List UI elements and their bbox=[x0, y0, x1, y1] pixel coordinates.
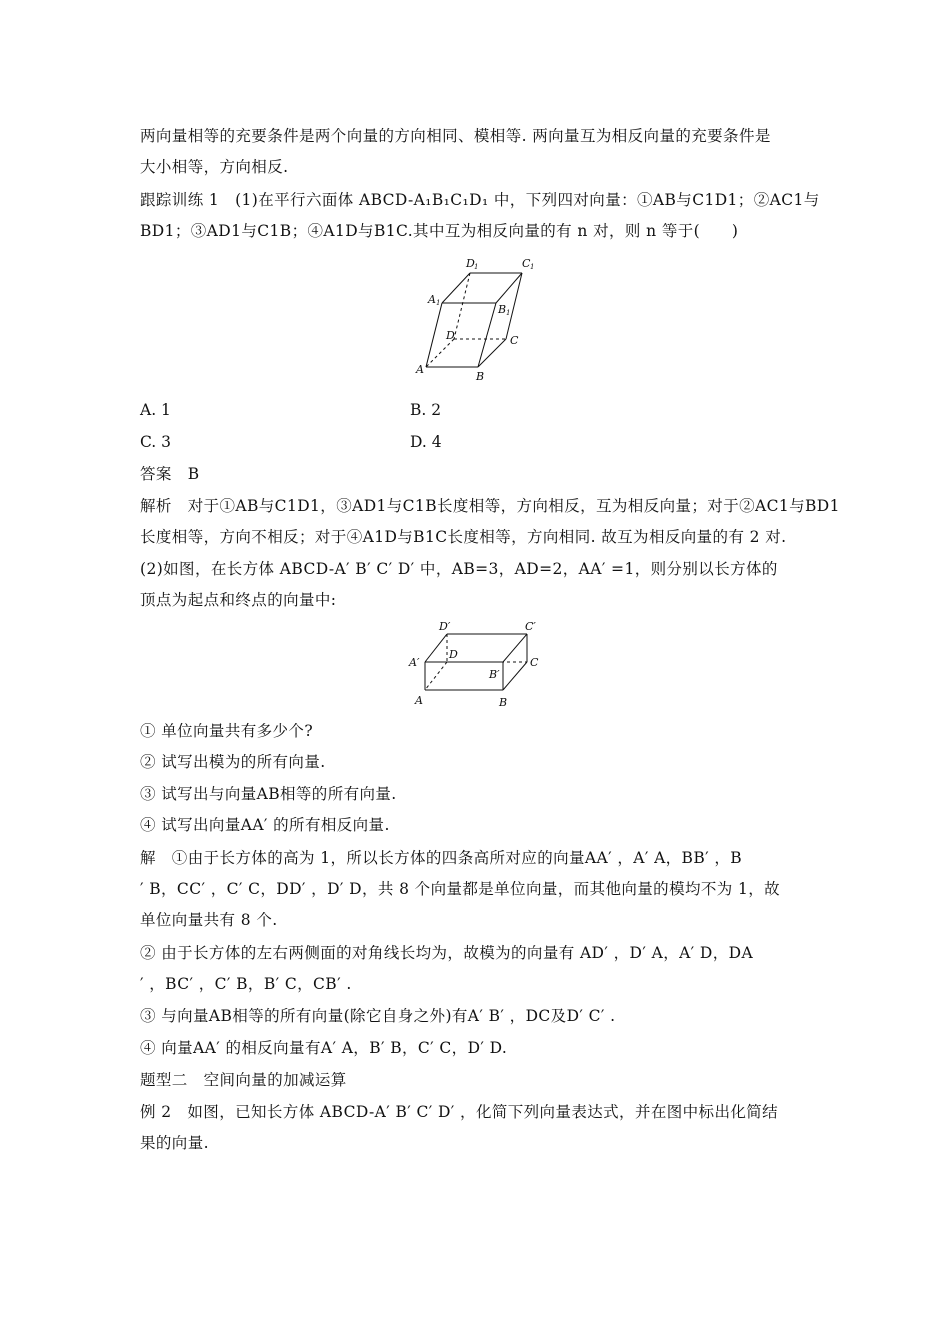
option-b: B. 2 bbox=[410, 401, 442, 419]
label-d: D bbox=[449, 648, 458, 661]
analysis-line: 长度相等，方向不相反；对于④A1D与B1C长度相等，方向相同. 故互为相反向量的有 2 对. bbox=[140, 528, 787, 546]
exercise-line: BD1；③AD1与C1B；④A1D与B1C.其中互为相反向量的有 n 对，则 n 等于( ) bbox=[140, 222, 739, 240]
label-b: B bbox=[476, 370, 485, 383]
label-b: B bbox=[499, 696, 508, 709]
solution-line: 解 ①由于长方体的高为 1，所以长方体的四条高所对应的向量AA′ ，A′ A，BB′ ，B bbox=[140, 849, 743, 867]
label-dp: D′ bbox=[439, 620, 451, 633]
label-a: A bbox=[416, 363, 424, 376]
problem-line: (2)如图，在长方体 ABCD-A′ B′ C′ D′ 中，AB=3，AD=2，AA′ =1，则分别以长方体的 bbox=[140, 560, 778, 578]
exercise-line: 跟踪训练 1 (1)在平行六面体 ABCD-A₁B₁C₁D₁ 中，下列四对向量：①AB与C1D1；②AC1与 bbox=[140, 191, 820, 209]
solution-line: ′ B，CC′ ，C′ C，DD′ ，D′ D，共 8 个向量都是单位向量，而其他向量的模均不为 1，故 bbox=[140, 880, 781, 898]
question-line: ① 单位向量共有多少个? bbox=[140, 722, 314, 740]
solution-line: ② 由于长方体的左右两侧面的对角线长均为，故模为的向量有 AD′ ，D′ A，A′ D，DA bbox=[140, 944, 754, 962]
label-c: C bbox=[530, 656, 539, 669]
problem-line: 顶点为起点和终点的向量中: bbox=[140, 591, 337, 609]
example-line: 例 2 如图，已知长方体 ABCD-A′ B′ C′ D′ ，化简下列向量表达式，并在图中标出化简结 bbox=[140, 1103, 779, 1121]
option-c: C. 3 bbox=[140, 433, 172, 451]
label-b1: B bbox=[498, 303, 507, 316]
solution-line: ④ 向量AA′ 的相反向量有A′ A，B′ B，C′ C，D′ D. bbox=[140, 1039, 508, 1057]
label-d1: D bbox=[466, 257, 475, 270]
solution-line: ③ 与向量AB相等的所有向量(除它自身之外)有A′ B′ ，DC及D′ C′ . bbox=[140, 1007, 616, 1025]
cuboid-figure bbox=[405, 618, 555, 710]
question-line: ③ 试写出与向量AB相等的所有向量. bbox=[140, 785, 397, 803]
analysis-line: 解析 对于①AB与C1D1，③AD1与C1B长度相等，方向相反，互为相反向量；对于②AC1与BD1 bbox=[140, 497, 840, 515]
label-sub: 1 bbox=[506, 309, 511, 317]
label-c: C bbox=[510, 334, 519, 347]
question-line: ④ 试写出向量AA′ 的所有相反向量. bbox=[140, 816, 390, 834]
label-cp: C′ bbox=[525, 620, 536, 633]
parallelepiped-figure bbox=[410, 255, 550, 385]
solution-line: 单位向量共有 8 个. bbox=[140, 911, 278, 929]
label-sub: 1 bbox=[530, 263, 535, 271]
option-a: A. 1 bbox=[140, 401, 171, 419]
example-line: 果的向量. bbox=[140, 1134, 209, 1152]
label-a: A bbox=[415, 694, 423, 707]
label-bp: B′ bbox=[489, 668, 500, 681]
option-d: D. 4 bbox=[410, 433, 442, 451]
question-line: ② 试写出模为的所有向量. bbox=[140, 753, 326, 771]
label-a1: A bbox=[428, 293, 436, 306]
answer-line: 答案 B bbox=[140, 465, 200, 483]
label-ap: A′ bbox=[409, 656, 420, 669]
section-title: 题型二 空间向量的加减运算 bbox=[140, 1071, 347, 1089]
text-line: 大小相等，方向相反. bbox=[140, 158, 289, 176]
solution-line: ′ ，BC′ ，C′ B，B′ C，CB′ . bbox=[140, 975, 352, 993]
label-sub: 1 bbox=[474, 263, 479, 271]
text-line: 两向量相等的充要条件是两个向量的方向相同、模相等. 两向量互为相反向量的充要条件是 bbox=[140, 127, 771, 145]
label-d: D bbox=[446, 329, 455, 342]
label-c1: C bbox=[522, 257, 531, 270]
label-sub: 1 bbox=[436, 299, 441, 307]
